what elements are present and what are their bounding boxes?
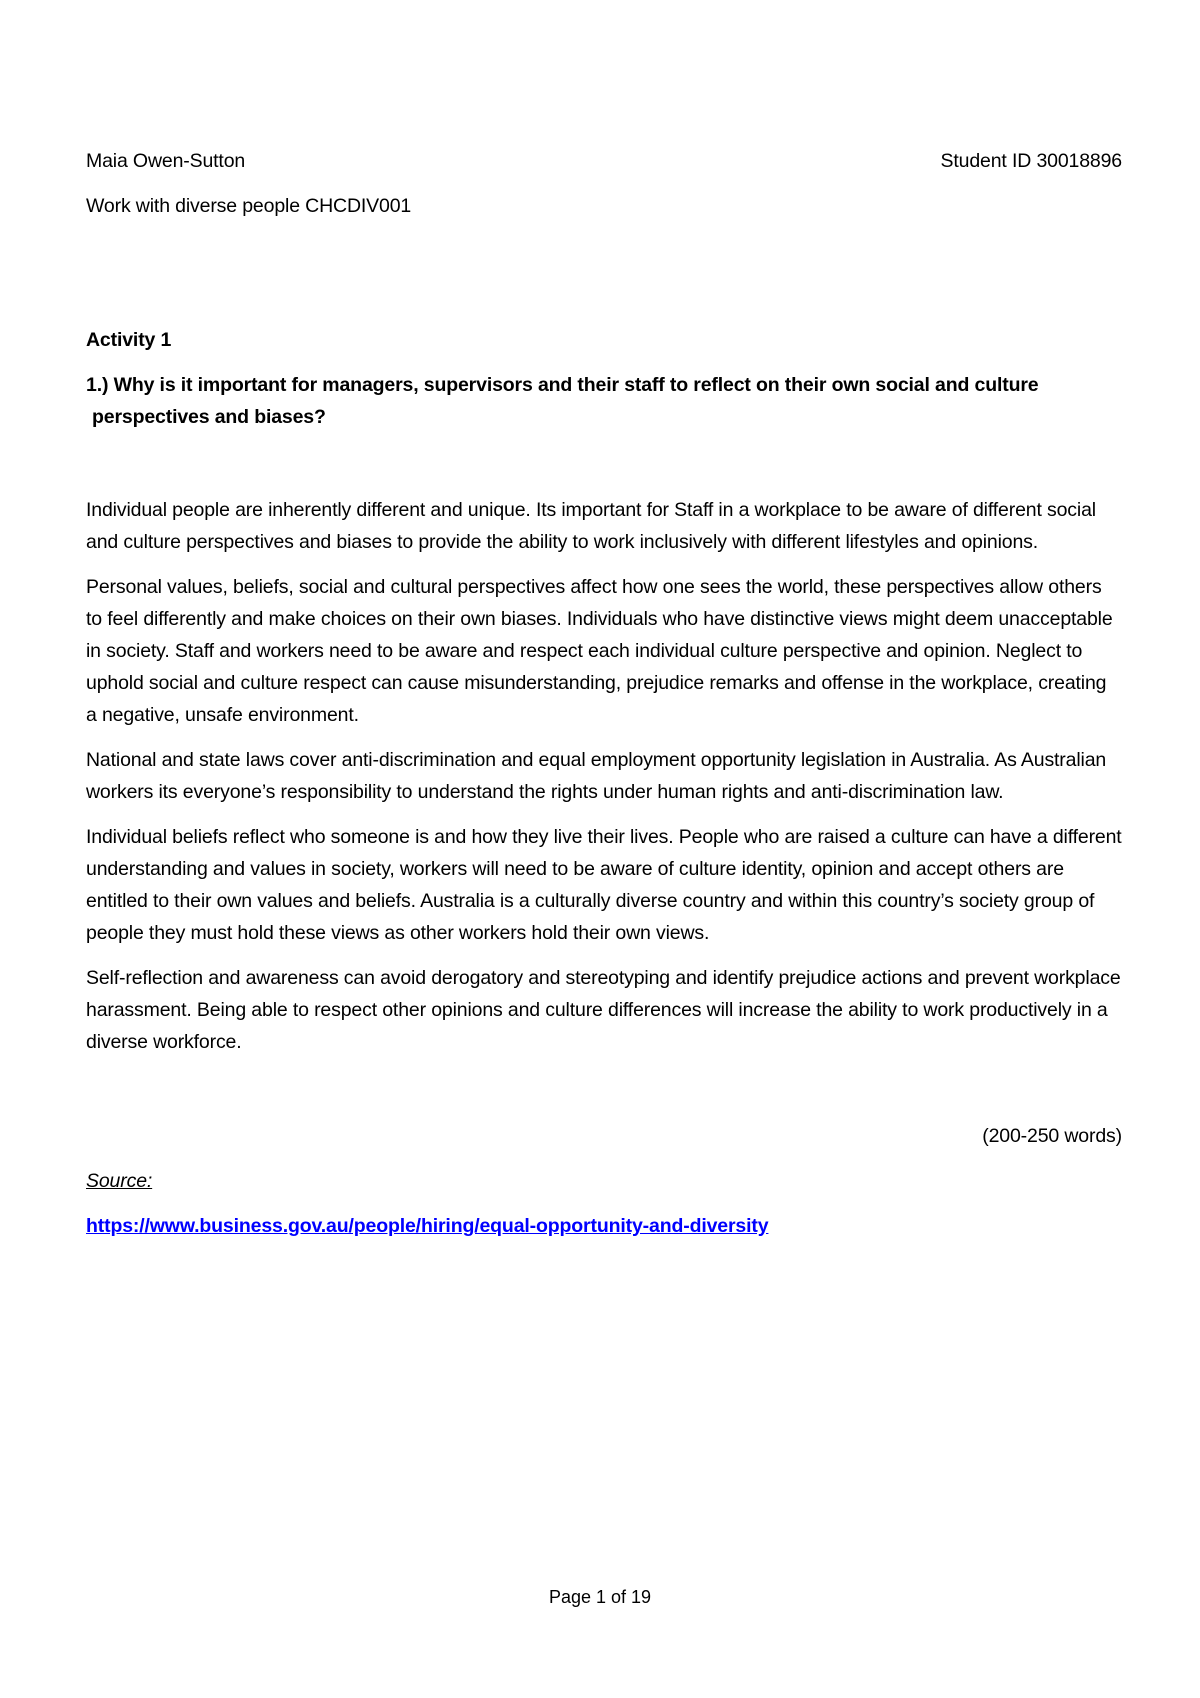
student-name: Maia Owen-Sutton [86,150,246,172]
source-link-row [86,1210,1122,1242]
page-content [86,145,1122,1242]
answer-paragraph-1: Individual people are inherently different and unique. Its important for Staff in a workplace to be aware of different social and culture perspectives and biases to provide the ability to work inclusively with different lifestyles and opinions. [86,499,1096,553]
word-count: (200-250 words) [982,1125,1122,1147]
course-title: Work with diverse people CHCDIV001 [86,195,412,217]
header-row [86,145,1122,177]
page-footer: Page 1 of 19 [548,1587,652,1607]
source-link[interactable]: https://www.business.gov.au/people/hiring/equal-opportunity-and-diversity [86,1215,769,1237]
answer-paragraph-5: Self-reflection and awareness can avoid derogatory and stereotyping and identify prejudice actions and prevent workplace harassment. Being able to respect other opinions and culture differences will increase the ability to work productively in a diverse workforce. [86,967,1121,1053]
answer-paragraph-4: Individual beliefs reflect who someone is and how they live their lives. People who are raised a culture can have a different understanding and values in society, workers will need to be aware of culture identity, opinion and accept others are entitled to their own values and beliefs. Australia is a culturally diverse country and within this country’s society group of people they must hold these views as other workers hold their own views. [86,826,1122,944]
source-label: Source: [86,1170,153,1192]
activity-heading: Activity 1 [86,329,172,351]
question-text: 1.) Why is it important for managers, supervisors and their staff to reflect on their own social and culture perspectives and biases? [86,374,1039,428]
student-id: Student ID 30018896 [940,150,1122,172]
answer-paragraph-2: Personal values, beliefs, social and cultural perspectives affect how one sees the world, these perspectives allow others to feel differently and make choices on their own biases. Individuals who have distinctive views might deem unacceptable in society. Staff and workers need to be aware and respect each individual culture perspective and opinion. Neglect to uphold social and culture respect can cause misunderstanding, prejudice remarks and offense in the workplace, creating a negative, unsafe environment. [86,576,1113,726]
answer-paragraph-3: National and state laws cover anti-discrimination and equal employment opportunity legislation in Australia. As Australian workers its everyone’s responsibility to understand the rights under human rights and anti-discrimination law. [86,749,1107,803]
